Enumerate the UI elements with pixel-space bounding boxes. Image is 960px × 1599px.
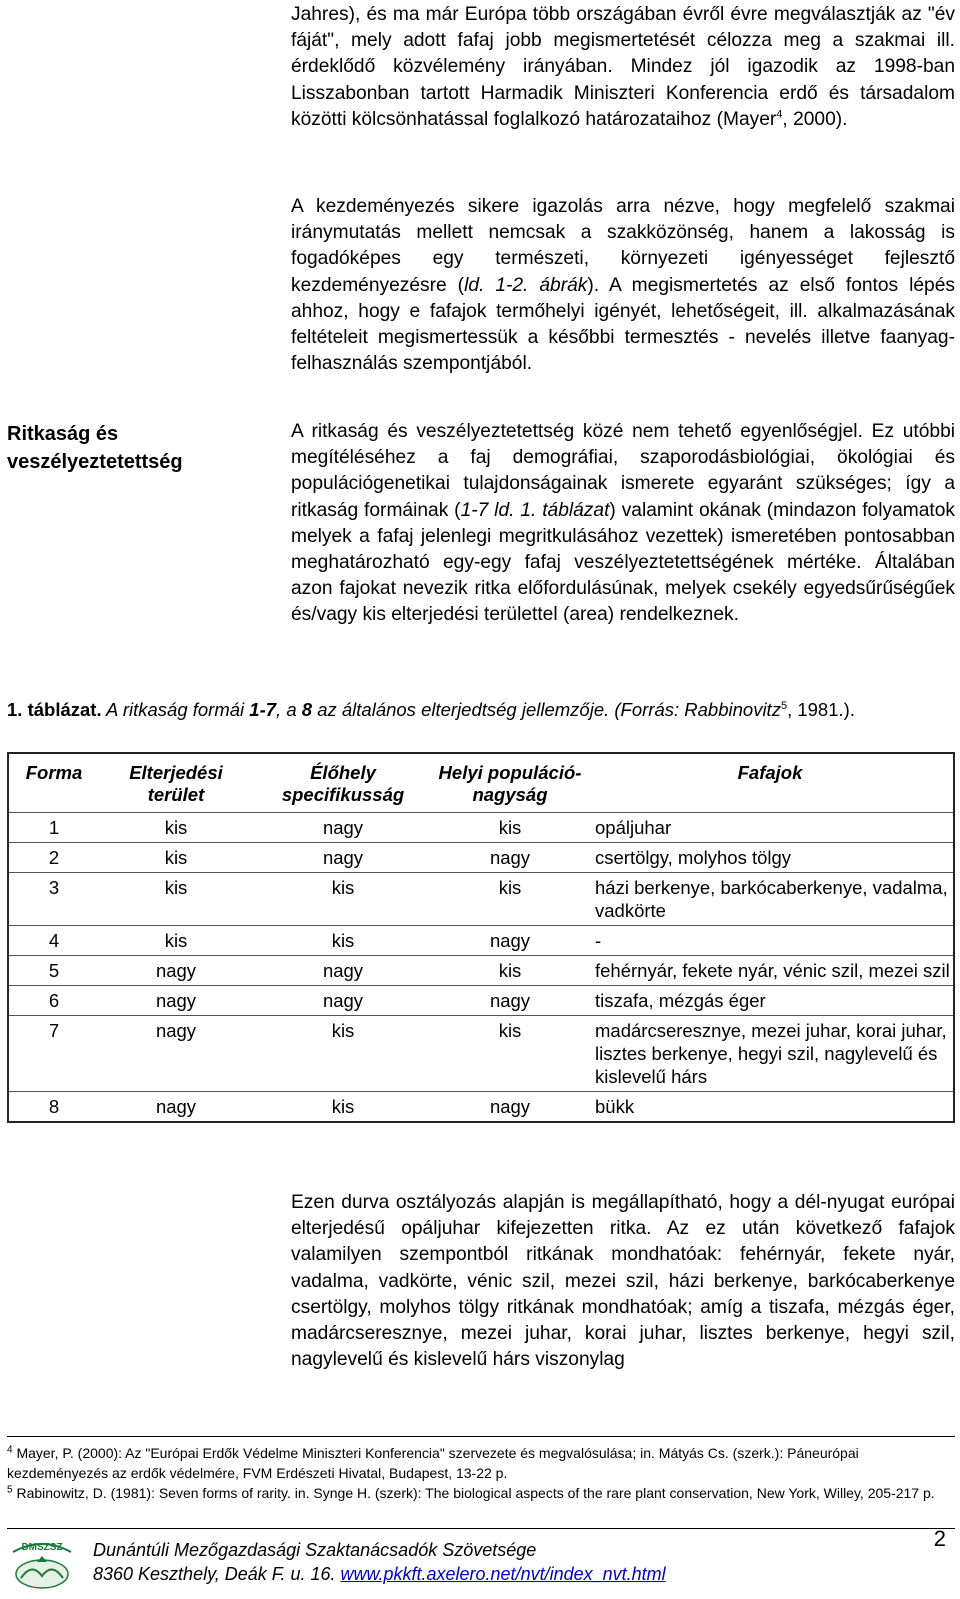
address-text: 8360 Keszthely, Deák F. u. 16.: [93, 1564, 341, 1584]
side-heading-line2: veszélyeztetettség: [7, 451, 183, 473]
cell-fafajok: tiszafa, mézgás éger: [595, 990, 766, 1011]
organization-logo: [7, 1532, 77, 1599]
logo-icon: [7, 1532, 77, 1594]
footnote-separator: [7, 1436, 955, 1437]
cell-elohely-specifikussag: kis: [331, 930, 355, 951]
paragraph-initiative: [291, 194, 955, 377]
cell-fafajok: madárcseresznye, mezei juhar, korai juhar, lisztes berkenye, hegyi szil, nagylevelű és kislevelű hárs: [595, 1020, 947, 1087]
cell-elterjedesi-terulet: kis: [164, 817, 188, 838]
table-caption-range: 1-7: [249, 699, 277, 720]
cell-elterjedesi-terulet: nagy: [155, 990, 197, 1011]
footnote-ref-5[interactable]: 5: [780, 699, 788, 712]
footer-organization: [93, 1538, 666, 1586]
logo-text: DMSZSZ: [21, 1542, 63, 1553]
cell-elterjedesi-terulet: nagy: [155, 1020, 197, 1041]
paragraph-rarity-tail: ) valamint okának (mindazon folyamatok melyek a fafaj jelenlegi megritkulásához vezettek) ismeretében pontosabban meghatározható egy-egy fafaj veszélyeztetettségének mértéke. Általában azon fajokat nevezik ritka előfordulásúnak, melyek csekély egyedsűrűségűek és/vagy kis elterjedési területtel (area) rendelkeznek.: [291, 499, 956, 626]
table-row: [8, 843, 954, 873]
table-row: [8, 956, 954, 986]
paragraph-classification: Ezen durva osztályozás alapján is megállapítható, hogy a dél-nyugat európai elterjedésű opáljuhar kifejezetten ritka. Az ez után következő fafajok valamilyen szempontból ritkának mondhatóak: fehérnyár, fekete nyár, vadalma, vadkörte, vénic szil, mezei szil, házi berkenye, barkócaberkenye csertölgy, molyhos tölgy ritkának mondhatóak; amíg a tiszafa, mézgás éger, madárcseresznye, mezei juhar, korai juhar, lisztes berkenye, hegyi szil, nagylevelű és kislevelű hárs viszonylag: [291, 1192, 955, 1371]
table-caption-end: , 1981.).: [787, 699, 855, 720]
footer-separator: [7, 1528, 955, 1529]
footnote-5: [7, 1483, 957, 1503]
table-caption-eight: 8: [301, 699, 313, 720]
cell-fafajok: -: [595, 930, 602, 951]
organization-name: Dunántúli Mezőgazdasági Szaktanácsadók Szövetsége: [93, 1540, 537, 1560]
cell-elohely-specifikussag: kis: [331, 877, 355, 898]
footnote-5-text: Rabinowitz, D. (1981): Seven forms of rarity. in. Synge H. (szerk): The biological aspects of the rare plant conservation, New York, Willey, 205-217 p.: [12, 1485, 935, 1501]
paragraph-intro-text: Jahres), és ma már Európa több országában évről évre megválasztják az "év fáját", mely adott fafaj jobb megismertetését célozza meg a szakmai ill. érdeklődő közvélemény irányában. Mindez jól igazodik az 1998-ban Lisszabonban tartott Harmadik Miniszteri Konferencia erdő és társadalom közötti kölcsönhatással foglalkozó határozataihoz (Mayer: [291, 4, 955, 130]
rarity-forms-table: [7, 752, 955, 1123]
table-row: [8, 926, 954, 956]
cell-helyi-populacio: kis: [498, 877, 522, 898]
table-header-row: [8, 753, 954, 813]
footnote-4: [7, 1443, 957, 1483]
footnote-ref-4[interactable]: 4: [776, 108, 783, 121]
column-header-helyi-populacio: Helyi populáció-nagyság: [438, 762, 582, 805]
figure-reference: ld. 1-2. ábrák: [464, 274, 588, 296]
table-row: [8, 986, 954, 1016]
cell-helyi-populacio: kis: [498, 817, 522, 838]
cell-elterjedesi-terulet: kis: [164, 930, 188, 951]
cell-forma: 8: [48, 1096, 60, 1117]
organization-address: [93, 1562, 666, 1586]
page-number: 2: [933, 1526, 946, 1551]
cell-elterjedesi-terulet: kis: [164, 877, 188, 898]
cell-helyi-populacio: nagy: [489, 990, 531, 1011]
cell-helyi-populacio: kis: [498, 1020, 522, 1041]
paragraph-initiative-text: A kezdeményezés sikere igazolás arra nézve, hogy megfelelő szakmai iránymutatás mellett nemcsak a szakközönség, hanem a lakosság is fogadóképes egy természeti, környezeti igényességet fejlesztő kezdeményezésre (: [291, 196, 955, 296]
cell-fafajok: bükk: [595, 1096, 635, 1117]
table-caption-label: 1. táblázat.: [7, 699, 102, 720]
paragraph-intro: [291, 2, 955, 133]
cell-elterjedesi-terulet: nagy: [155, 960, 197, 981]
footnote-4-text: Mayer, P. (2000): Az "Európai Erdők Védelme Miniszteri Konferencia" szervezete és megvalósulása; in. Mátyás Cs. (szerk.): Páneurópai kezdeményezés az erdők védelmére, FVM Erdészeti Hivatal, Budapest, 13-22 p.: [7, 1445, 859, 1481]
cell-forma: 3: [48, 877, 60, 898]
cell-helyi-populacio: nagy: [489, 930, 531, 951]
cell-forma: 1: [48, 817, 60, 838]
paragraph-intro-tail: , 2000).: [782, 108, 848, 130]
cell-forma: 7: [48, 1020, 60, 1041]
table-body: [8, 813, 954, 1123]
cell-fafajok: csertölgy, molyhos tölgy: [595, 847, 792, 868]
table-row: [8, 1016, 954, 1092]
side-heading: [7, 420, 247, 476]
table-row: [8, 1092, 954, 1123]
cell-helyi-populacio: nagy: [489, 1096, 531, 1117]
cell-elterjedesi-terulet: nagy: [155, 1096, 197, 1117]
cell-fafajok: házi berkenye, barkócaberkenye, vadalma, vadkörte: [595, 877, 948, 921]
paragraph-rarity-text: A ritkaság és veszélyeztetettség közé nem tehető egyenlőségjel. Ez utóbbi megítéléséhez a faj demográfiai, szaporodásbiológiai, ökológiai és populációgenetikai tulajdonságainak ismerete egyaránt szükséges; így a ritkaság formáinak (: [291, 421, 955, 521]
table-caption-mid: , a: [276, 699, 302, 720]
table-caption-text: A ritkaság formái: [101, 699, 250, 720]
table-row: [8, 873, 954, 926]
cell-elohely-specifikussag: nagy: [322, 817, 364, 838]
column-header-elterjedesi-terulet: Elterjedési terület: [129, 762, 223, 805]
column-header-elohely-specifikussag: Élőhely specifikusság: [281, 762, 405, 805]
cell-elohely-specifikussag: kis: [331, 1020, 355, 1041]
cell-forma: 2: [48, 847, 60, 868]
cell-elterjedesi-terulet: kis: [164, 847, 188, 868]
cell-fafajok: fehérnyár, fekete nyár, vénic szil, mezei szil: [595, 960, 950, 981]
cell-elohely-specifikussag: kis: [331, 1096, 355, 1117]
paragraph-initiative-tail: ). A megismertetés az első fontos lépés ahhoz, hogy e fafajok termőhelyi igényét, lehetőségeit, ill. alkalmazásának feltételeit megismertessük a későbbi termesztés - nevelés illetve faanyag-felhasználás szempontjából.: [291, 274, 955, 375]
table-caption-rest: az általános elterjedtség jellemzője. (Forrás: Rabbinovitz: [312, 699, 781, 720]
organization-website-link[interactable]: www.pkkft.axelero.net/nvt/index_nvt.html: [340, 1564, 666, 1584]
side-heading-line1: Ritkaság és: [7, 423, 119, 445]
cell-elohely-specifikussag: nagy: [322, 960, 364, 981]
table-reference: 1-7 ld. 1. táblázat: [460, 499, 610, 521]
cell-helyi-populacio: kis: [498, 960, 522, 981]
cell-forma: 6: [48, 990, 60, 1011]
cell-fafajok: opáljuhar: [595, 817, 672, 838]
table-caption: [7, 697, 957, 722]
cell-forma: 4: [48, 930, 60, 951]
paragraph-rarity: [291, 419, 955, 629]
column-header-fafajok: Fafajok: [737, 762, 803, 783]
footnote-5-number: 5: [7, 1484, 13, 1496]
footnote-4-number: 4: [7, 1444, 13, 1456]
table-row: [8, 813, 954, 843]
cell-elohely-specifikussag: nagy: [322, 847, 364, 868]
column-header-forma: Forma: [25, 762, 83, 783]
cell-forma: 5: [48, 960, 60, 981]
cell-elohely-specifikussag: nagy: [322, 990, 364, 1011]
cell-helyi-populacio: nagy: [489, 847, 531, 868]
